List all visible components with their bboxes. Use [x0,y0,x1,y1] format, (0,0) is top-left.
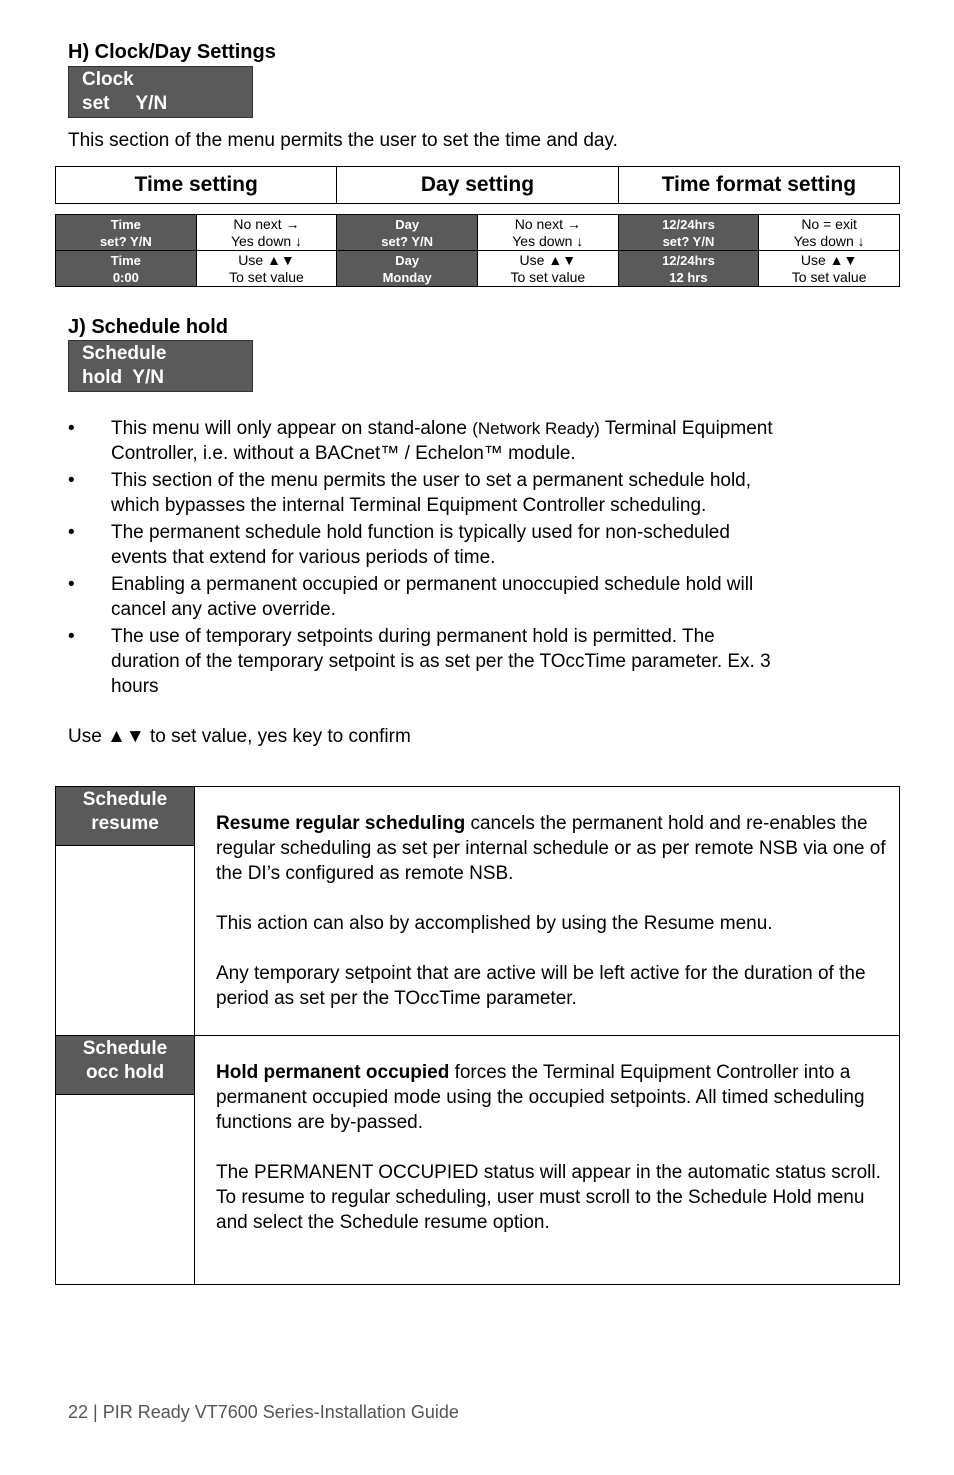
bullet-text: The permanent schedule hold function is typically used for non-scheduled events that extend for various periods of time. [111,522,730,568]
option-paragraph [216,1060,887,1135]
bullet-dot-icon: • [68,574,75,595]
cell-line: No next → [233,216,300,232]
bullet-dot-icon: • [68,626,75,647]
cell-line: 0:00 [112,270,139,285]
cell-line: Day [395,217,420,232]
bullet-item [68,468,788,518]
cell-line: Yes down ↓ [230,233,303,249]
cell-line: Use ▲▼ [519,252,577,268]
lcd-line: hold Y/N [82,367,164,388]
section-h-intro: This section of the menu permits the user to set the time and day. [68,130,618,151]
page-footer: 22 | PIR Ready VT7600 Series-Installation Guide [68,1402,459,1422]
cell-line: Yes down ↓ [793,233,865,249]
cell-line: 12 hrs [669,270,708,285]
bullet-text: Terminal Equipment Controller, i.e. without a BACnet™ / Echelon™ module. [111,418,773,464]
option-text: cancels the permanent hold and re-enables the regular scheduling as set per internal schedule or as per remote NSB via one of the DI’s configured as remote NSB. [216,813,886,884]
cell-line: 12/24hrs [662,217,715,232]
lcd-line: Schedule [82,343,167,364]
option-text: forces the Terminal Equipment Controller into a permanent occupied mode using the occupied setpoints. All timed scheduling functions are by-passed. [216,1062,865,1133]
cell-line: To set value [791,269,867,285]
cell-line: Yes down ↓ [512,233,584,249]
empty-label-cell [56,1095,195,1285]
bullet-item [68,416,788,466]
option-title: Hold permanent occupied [216,1062,450,1083]
cell-line: set? Y/N [99,234,152,249]
col-time-format-setting: Time format setting [618,167,899,204]
instruction-cell [477,215,618,251]
empty-label-cell [56,846,195,1036]
lcd-cell [337,251,478,287]
option-paragraph: The PERMANENT OCCUPIED status will appear in the automatic status scroll. To resume to regular scheduling, user must scroll to the Schedule Hold menu and select the Schedule resume option. [216,1162,881,1233]
bullet-small-text: (Network Ready) [472,419,600,438]
cell-line: Time [110,217,141,232]
option-description [195,1036,900,1285]
bullet-text: This section of the menu permits the user to set a permanent schedule hold, which bypasses the internal Terminal Equipment Controller scheduling. [111,470,752,516]
cell-line: To set value [229,269,304,285]
cell-line: Time [110,253,141,268]
settings-grid [55,214,900,287]
lcd-line: Schedule [82,1038,168,1059]
lcd-line: Schedule [82,789,168,810]
lcd-cell [337,215,478,251]
section-h-heading: H) Clock/Day Settings [68,41,276,63]
grid-row [56,251,900,287]
bullet-text: Enabling a permanent occupied or permanent unoccupied schedule hold will cancel any active override. [111,574,754,620]
instruction-cell [759,215,900,251]
instruction-cell [196,215,337,251]
bullet-item [68,520,788,570]
cell-line: Use ▲▼ [238,252,295,268]
col-time-setting: Time setting [56,167,337,204]
bullet-dot-icon: • [68,522,75,543]
cell-line: Use ▲▼ [800,252,858,268]
cell-line: 12/24hrs [662,253,715,268]
instruction-cell [477,251,618,287]
lcd-cell [618,251,759,287]
bullet-dot-icon: • [68,470,75,491]
option-paragraph: Any temporary setpoint that are active will be left active for the duration of the period as set per the TOccTime parameter. [216,963,866,1009]
lcd-line: occ hold [85,1062,165,1083]
settings-header-table [55,166,900,204]
option-description [195,787,900,1036]
bullet-item [68,572,788,622]
option-paragraph [216,811,887,886]
cell-line: To set value [510,269,586,285]
cell-line: Monday [382,270,432,285]
lcd-cell [56,251,197,287]
option-title: Resume regular scheduling [216,813,466,834]
lcd-line: Clock [82,69,134,90]
lcd-cell [56,215,197,251]
lcd-line: set Y/N [82,93,168,114]
option-row [56,787,900,846]
cell-line: No = exit [801,216,857,232]
option-lcd-label [56,787,195,846]
bullet-text: This menu will only appear on stand-alone [111,418,473,439]
schedule-hold-lcd-display [68,340,253,392]
section-j-heading: J) Schedule hold [68,316,229,338]
instruction-cell [759,251,900,287]
grid-row [56,215,900,251]
cell-line: set? Y/N [662,234,715,249]
cell-line: No next → [514,216,581,232]
cell-line: Day [395,253,420,268]
option-paragraph: This action can also by accomplished by using the Resume menu. [216,913,773,934]
bullet-item [68,624,788,699]
option-lcd-label [56,1036,195,1095]
cell-line: set? Y/N [381,234,434,249]
lcd-cell [618,215,759,251]
schedule-options-table [55,786,900,1285]
schedule-hold-bullets [68,416,788,701]
col-day-setting: Day setting [337,167,618,204]
use-instruction: Use ▲▼ to set value, yes key to confirm [68,726,411,747]
bullet-text: The use of temporary setpoints during permanent hold is permitted. The duration of the temporary setpoint is as set per the TOccTime parameter. Ex. 3 hours [111,626,771,697]
option-row [56,1036,900,1095]
instruction-cell [196,251,337,287]
bullet-dot-icon: • [68,418,75,439]
clock-lcd-display [68,66,253,118]
lcd-line: resume [91,813,159,834]
